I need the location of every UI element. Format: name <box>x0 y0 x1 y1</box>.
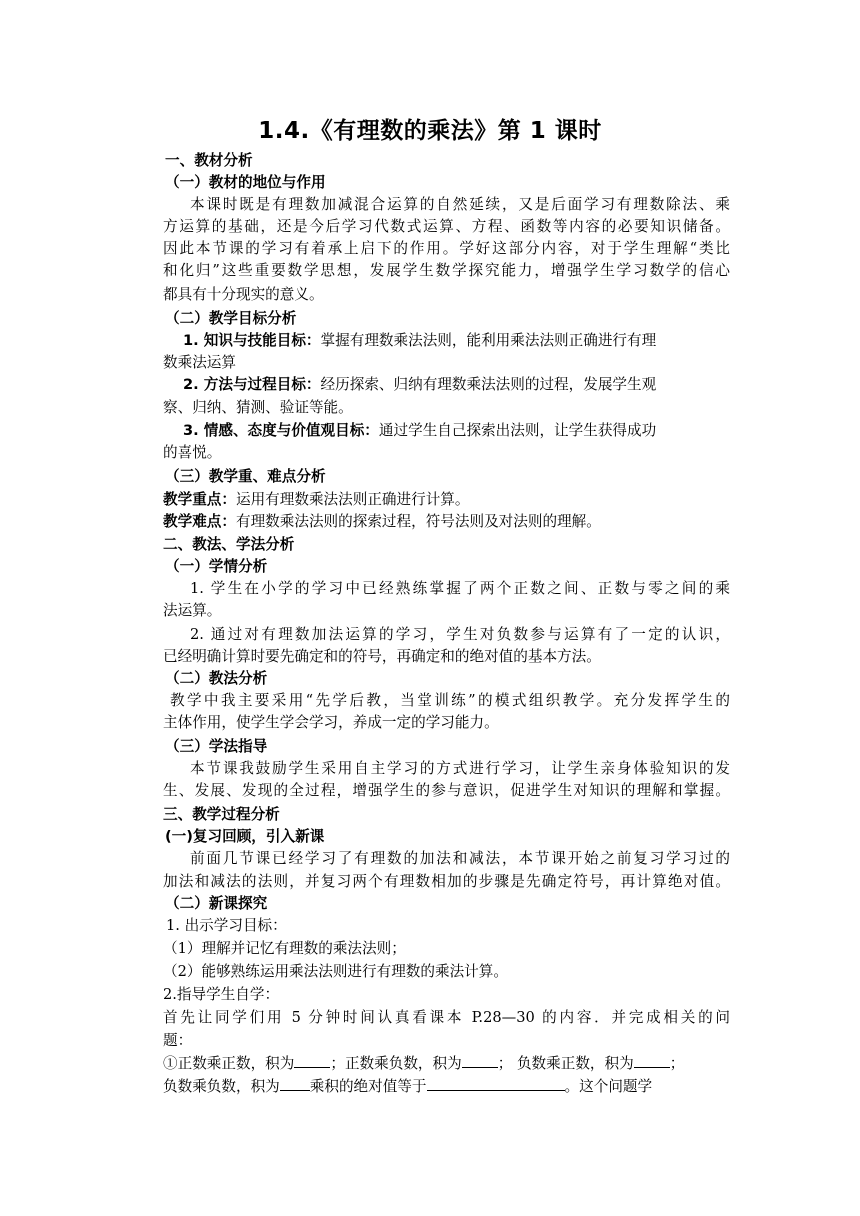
list-item: 2.指导学生自学： <box>163 986 280 1003</box>
paragraph-line: 生、发展、发现的全过程，增强学生的参与意识，促进学生对知识的理解和掌握。 <box>163 782 730 799</box>
goal-1 <box>163 330 730 352</box>
goal-2-continued: 察、归纳、猜测、验证等能。 <box>163 399 353 416</box>
question-text: ； 负数乘正数，积为 <box>497 1055 634 1072</box>
subsection-heading: （二）教法分析 <box>165 670 268 687</box>
paragraph-line: 教学中我主要采用“先学后教，当堂训练”的模式组织教学。充分发挥学生的 <box>170 692 730 709</box>
subsection-heading: （一）教材的地位与作用 <box>165 174 326 191</box>
document-title: 1.4.《有理数的乘法》第 1 课时 <box>258 118 602 144</box>
difficult-point-text: 有理数乘法法则的探索过程，符号法则及对法则的理解。 <box>235 513 601 530</box>
answer-blank[interactable] <box>294 1053 330 1068</box>
goal-1-continued: 数乘法运算 <box>163 354 236 371</box>
answer-blank[interactable] <box>427 1076 565 1091</box>
goal-3-continued: 的喜悦。 <box>163 444 222 461</box>
key-point-text: 运用有理数乘法法则正确进行计算。 <box>235 491 470 508</box>
section-heading-2: 二、教法、学法分析 <box>163 536 295 553</box>
paragraph-line: 本课时既是有理数加减混合运算的自然延续，又是后面学习有理数除法、乘 <box>190 196 730 213</box>
key-point-label: 教学重点： <box>163 491 236 508</box>
goal-1-label: 1. 知识与技能目标： <box>183 332 321 349</box>
difficult-point-label: 教学难点： <box>163 513 236 530</box>
question-line-2 <box>163 1076 652 1098</box>
list-item: （2）能够熟练运用乘法法则进行有理数的乘法计算。 <box>163 963 508 980</box>
paragraph-line: 本节课我鼓励学生采用自主学习的方式进行学习，让学生亲身体验知识的发 <box>190 760 730 777</box>
paragraph-line: 2. 通过对有理数加法运算的学习，学生对负数参与运算有了一定的认识， <box>190 626 730 643</box>
goal-3-text: 通过学生自己探索出法则，让学生获得成功 <box>378 422 657 439</box>
subsection-heading: （三）教学重、难点分析 <box>165 468 326 485</box>
key-point <box>163 489 470 511</box>
goal-2-label: 2. 方法与过程目标： <box>183 376 321 393</box>
question-line-1 <box>163 1053 684 1075</box>
paragraph-line: 加法和减法的法则，并复习两个有理数相加的步骤是先确定符号，再计算绝对值。 <box>163 873 730 890</box>
subsection-heading: （二）新课探究 <box>165 895 268 912</box>
list-item: 1. 出示学习目标： <box>166 917 287 934</box>
subsection-heading: （二）教学目标分析 <box>165 310 297 327</box>
subsection-heading: (一)复习回顾，引入新课 <box>165 828 325 845</box>
list-item: （1）理解并记忆有理数的乘法法则； <box>163 940 406 957</box>
question-text: 乘积的绝对值等于 <box>309 1078 427 1095</box>
question-text: ； <box>669 1055 685 1072</box>
paragraph-line: 题： <box>163 1032 193 1049</box>
question-text: 负数乘负数，积为 <box>163 1078 280 1095</box>
goal-1-text: 掌握有理数乘法法则，能利用乘法法则正确进行有理 <box>320 332 657 349</box>
question-text: 。这个问题学 <box>564 1078 653 1095</box>
paragraph-line: 前面几节课已经学习了有理数的加法和减法，本节课开始之前复习学习过的 <box>190 850 730 867</box>
paragraph-line: 主体作用，使学生学会学习，养成一定的学习能力。 <box>163 714 499 731</box>
goal-2-text: 经历探索、归纳有理数乘法法则的过程，发展学生观 <box>320 376 657 393</box>
subsection-heading: （三）学法指导 <box>165 738 268 755</box>
goal-3-label: 3. 情感、态度与价值观目标： <box>183 422 379 439</box>
section-heading-3: 三、教学过程分析 <box>163 806 280 823</box>
answer-blank[interactable] <box>280 1076 310 1091</box>
paragraph-line: 和化归”这些重要数学思想，发展学生数学探究能力，增强学生学习数学的信心 <box>163 262 730 279</box>
paragraph-line: 首先让同学们用 5 分钟时间认真看课本 P.28—30 的内容．并完成相关的问 <box>163 1009 730 1026</box>
paragraph-line: 法运算。 <box>163 602 222 619</box>
paragraph-line: 已经明确计算时要先确定和的符号，再确定和的绝对值的基本方法。 <box>163 648 601 665</box>
paragraph-line: 1. 学生在小学的学习中已经熟练掌握了两个正数之间、正数与零之间的乘 <box>190 580 730 597</box>
question-text: ；正数乘负数，积为 <box>330 1055 462 1072</box>
section-heading-1: 一、教材分析 <box>165 152 253 169</box>
answer-blank[interactable] <box>462 1053 498 1068</box>
difficult-point <box>163 511 601 533</box>
answer-blank[interactable] <box>634 1053 670 1068</box>
question-text: ①正数乘正数，积为 <box>163 1055 295 1072</box>
paragraph-line: 方运算的基础，还是今后学习代数式运算、方程、函数等内容的必要知识储备。 <box>163 218 730 235</box>
paragraph-line: 都具有十分现实的意义。 <box>163 286 324 303</box>
paragraph-line: 因此本节课的学习有着承上启下的作用。学好这部分内容，对于学生理解“类比 <box>163 240 730 257</box>
goal-2 <box>163 374 730 396</box>
subsection-heading: （一）学情分析 <box>165 558 268 575</box>
goal-3 <box>163 420 730 442</box>
